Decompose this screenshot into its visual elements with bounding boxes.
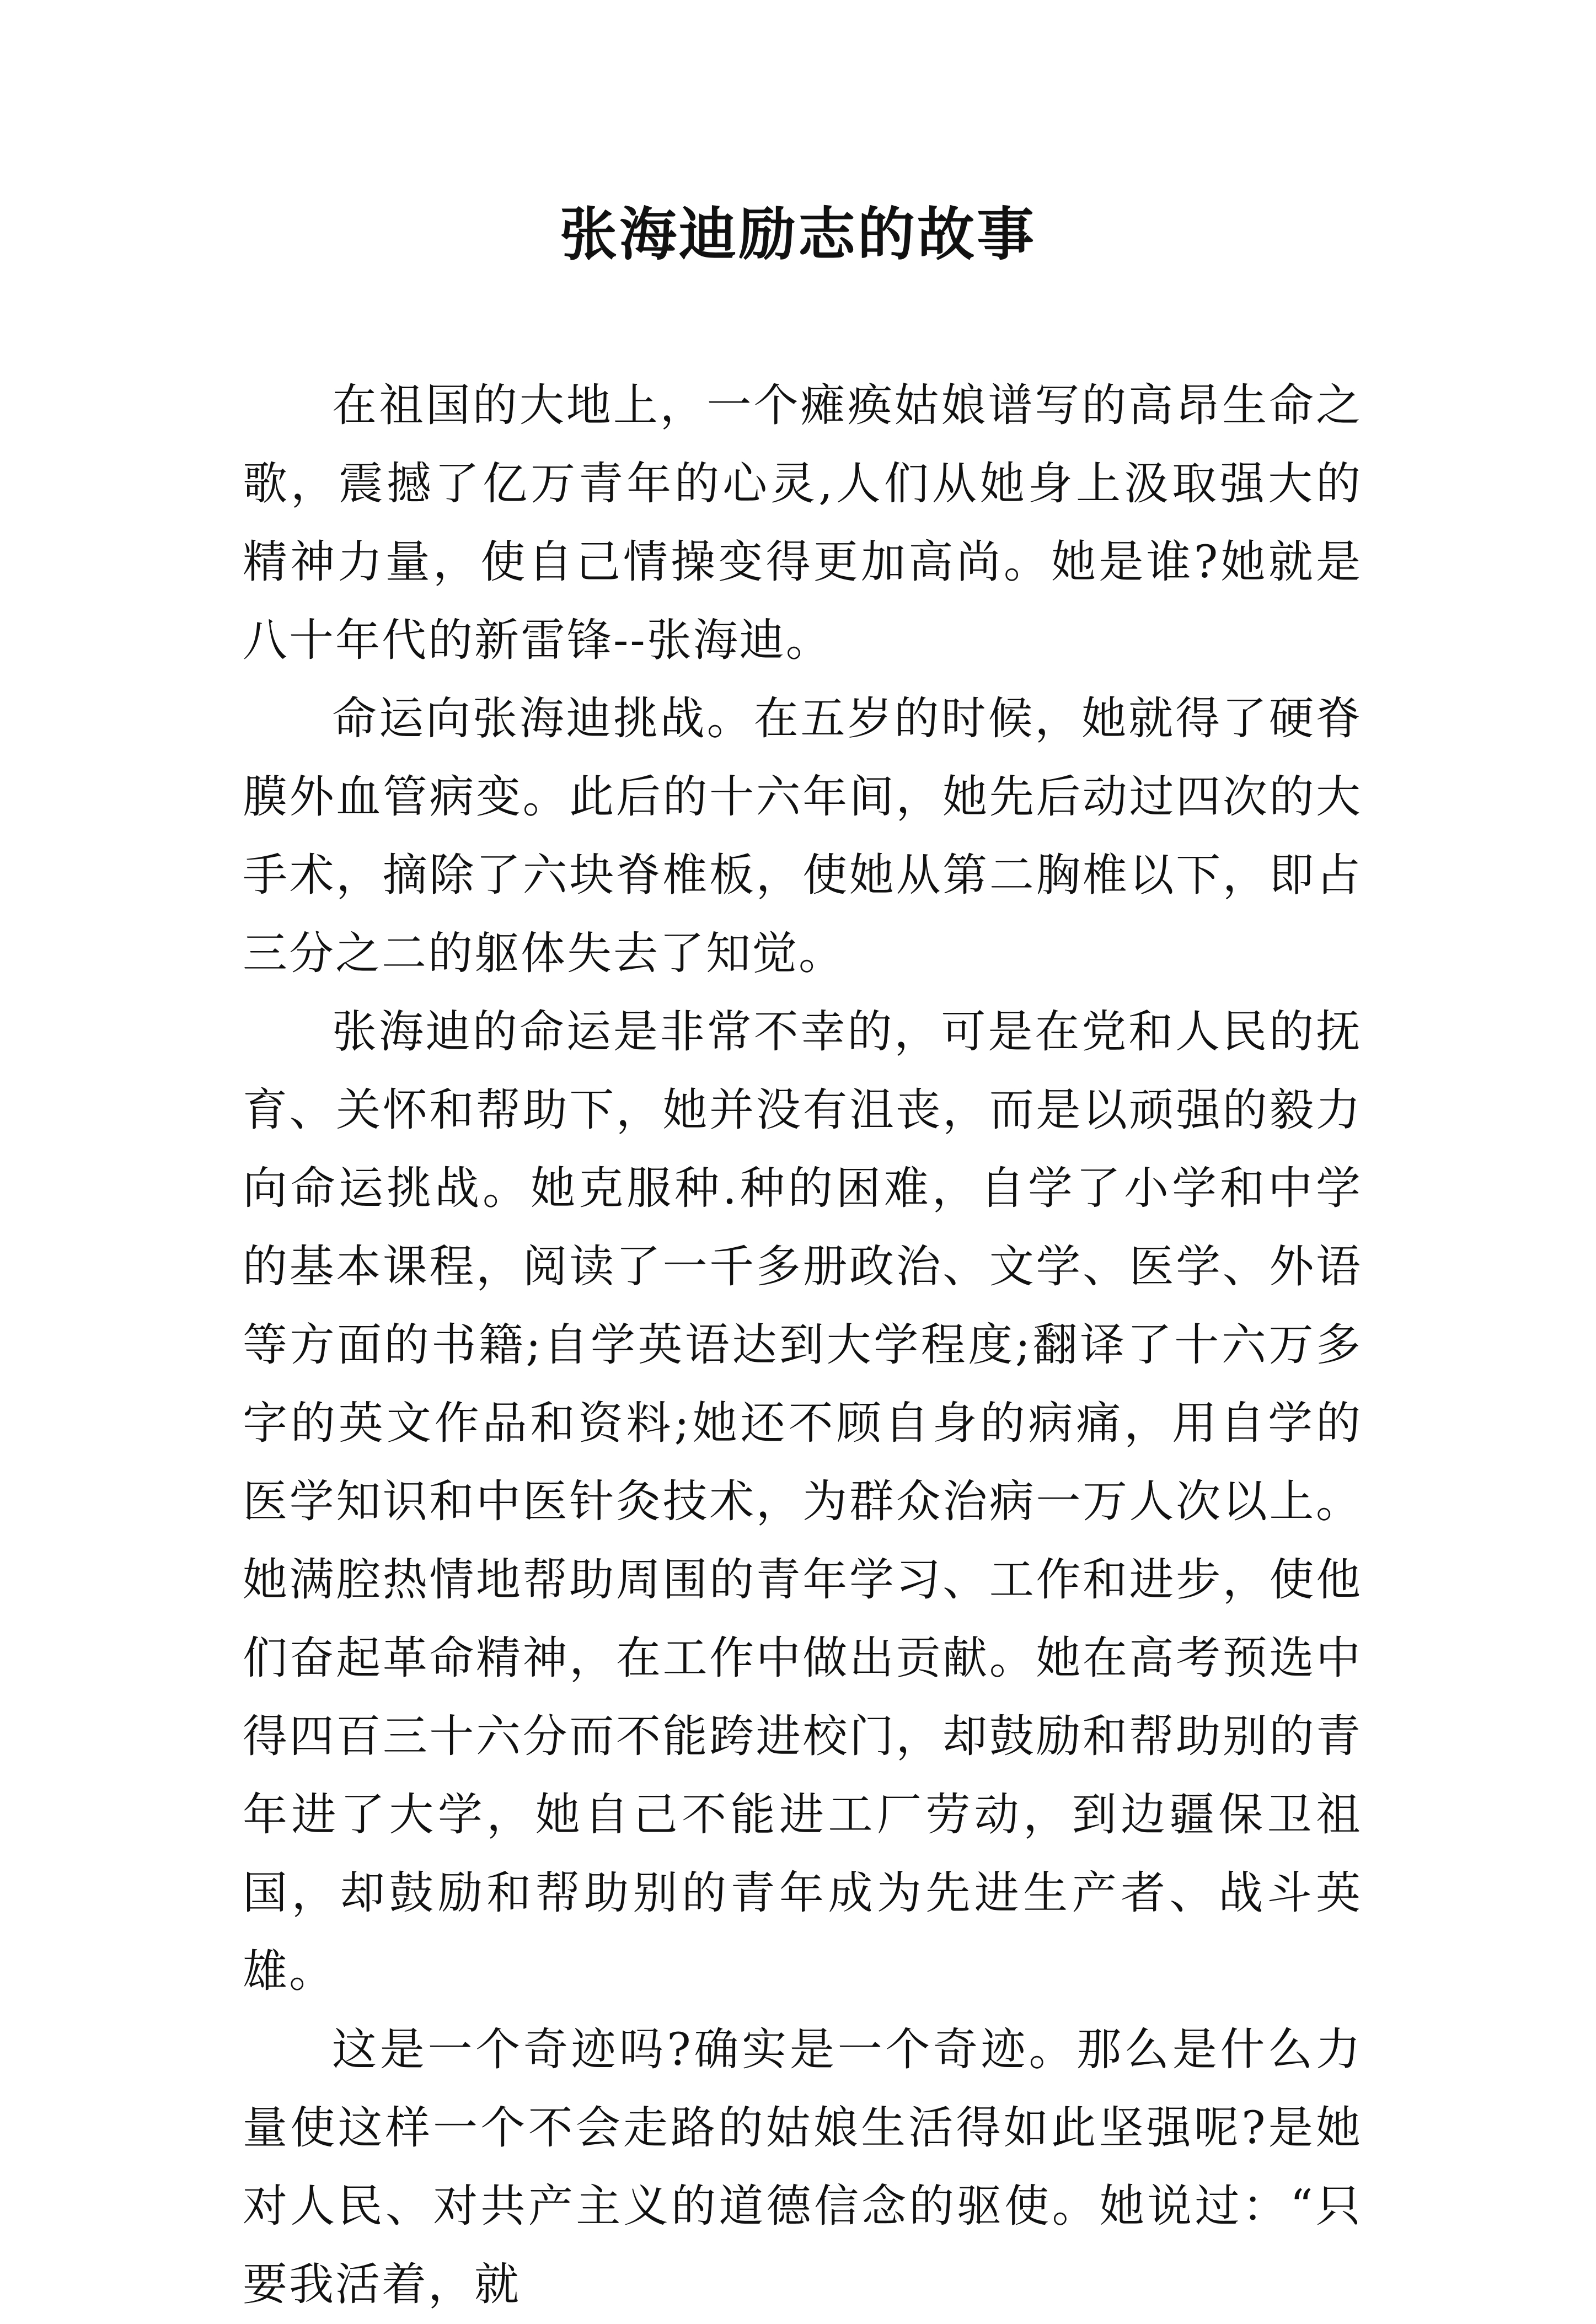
- paragraph-miracle: 这是一个奇迹吗?确实是一个奇迹。那么是什么力量使这样一个不会走路的姑娘生活得如此坚强呢?是她对人民、对共产主义的道德信念的驱使。她说过：“只要我活着，就: [243, 2024, 1362, 2311]
- paragraph-struggle: 张海迪的命运是非常不幸的，可是在党和人民的抚育、关怀和帮助下，她并没有沮丧，而是以顽强的毅力向命运挑战。她克服种.种的困难，自学了小学和中学的基本课程，阅读了一千多册政治、文学、医学、外语等方面的书籍;自学英语达到大学程度;翻译了十六万多字的英文作品和资料;她还不顾自身的病痛，用自学的医学知识和中医针灸技术，为群众治病一万人次以上。她满腔热情地帮助周围的青年学习、工作和进步，使他们奋起革命精神，在工作中做出贡献。她在高考预选中得四百三十六分而不能跨进校门，却鼓励和帮助别的青年进了大学，她自己不能进工厂劳动，到边疆保卫祖国，却鼓励和帮助别的青年成为先进生产者、战斗英雄。: [243, 1006, 1362, 1998]
- paragraph-intro: 在祖国的大地上，一个瘫痪姑娘谱写的高昂生命之歌，震撼了亿万青年的心灵,人们从她身上汲取强大的精神力量，使自己情操变得更加高尚。她是谁?她就是八十年代的新雷锋--张海迪。: [243, 380, 1362, 667]
- document-body: [243, 367, 1362, 2324]
- paragraph-illness: 命运向张海迪挑战。在五岁的时候，她就得了硬脊膜外血管病变。此后的十六年间，她先后动过四次的大手术，摘除了六块脊椎板，使她从第二胸椎以下，即占三分之二的躯体失去了知觉。: [243, 693, 1362, 980]
- document-title: 张海迪励志的故事: [559, 200, 1036, 268]
